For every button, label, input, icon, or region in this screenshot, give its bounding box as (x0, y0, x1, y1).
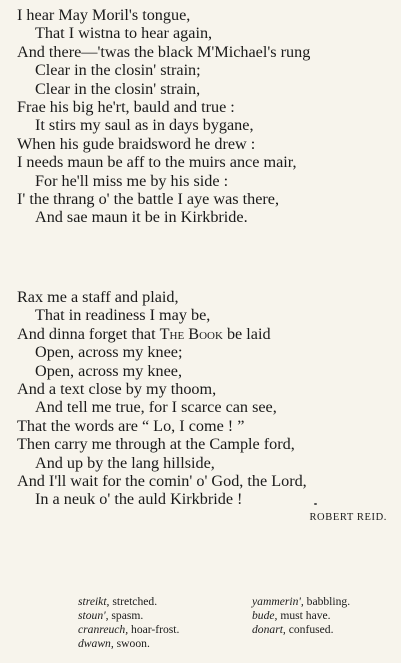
poem-line: Open, across my knee; (35, 343, 183, 362)
glossary-term: stoun', (78, 609, 109, 622)
poem-line: I needs maun be aff to the muirs ance mair, (17, 153, 297, 172)
poem-line: Frae his big he'rt, bauld and true : (17, 97, 235, 116)
poem-line: That the words are “ Lo, I come ! ” (17, 416, 245, 435)
glossary-right (252, 595, 350, 637)
glossary-meaning: stretched. (109, 595, 158, 608)
glossary-term: yammerin', (252, 595, 304, 608)
glossary-item (252, 609, 350, 623)
poem-line: And sae maun it be in Kirkbride. (35, 208, 248, 227)
poem-line: It stirs my saul as in days bygane, (35, 116, 254, 135)
poem-line: Clear in the closin' strain; (35, 61, 201, 80)
poem-line: In a neuk o' the auld Kirkbride ! (35, 490, 243, 509)
poem-line: And there—'twas the black M'Michael's rung (17, 42, 311, 61)
glossary-term: bude, (252, 609, 278, 622)
glossary-item (78, 609, 179, 623)
poem-line: When his gude braidsword he drew : (17, 134, 256, 153)
poem-line: And I'll wait for the comin' o' God, the Lord, (17, 471, 307, 490)
poem-line: Then carry me through at the Cample ford, (17, 435, 295, 454)
poem-line: And tell me true, for I scarce can see, (35, 398, 277, 417)
poem-line: For he'll miss me by his side : (35, 171, 229, 190)
glossary-item (252, 623, 350, 637)
glossary-item (78, 595, 179, 609)
poem-line: I hear May Moril's tongue, (17, 6, 191, 24)
glossary-item (78, 637, 179, 651)
glossary-term: donart, (252, 623, 286, 636)
glossary-meaning: hoar-frost. (128, 623, 180, 636)
author-signature: ROBERT REID. (309, 512, 387, 523)
poem-line: That I wistna to hear again, (35, 24, 213, 43)
poem-line: Clear in the closin' strain, (35, 79, 201, 98)
poem-line: That in readiness I may be, (35, 306, 211, 325)
glossary-item (252, 595, 350, 609)
poem-line: And dinna forget that The Book be laid (17, 324, 271, 343)
glossary-meaning: swoon. (113, 637, 150, 650)
glossary-term: dwawn, (78, 637, 114, 650)
poem-line: I' the thrang o' the battle I aye was there, (17, 189, 280, 208)
ink-speck (314, 503, 317, 505)
glossary-meaning: babbling. (303, 595, 351, 608)
glossary-term: cranreuch, (78, 623, 129, 636)
glossary-meaning: must have. (277, 609, 331, 622)
poem-line: And a text close by my thoom, (17, 379, 217, 398)
stanza-1 (17, 6, 397, 227)
stanza-2 (17, 288, 397, 509)
glossary-meaning: confused. (285, 623, 334, 636)
poem-line: And up by the lang hillside, (35, 453, 215, 472)
glossary-item (78, 623, 179, 637)
glossary-meaning: spasm. (108, 609, 144, 622)
poem-line: Open, across my knee, (35, 361, 182, 380)
glossary-left (78, 595, 179, 651)
poem-line: Rax me a staff and plaid, (17, 288, 179, 306)
book-smallcaps: The Book (159, 324, 223, 343)
glossary-term: streikt, (78, 595, 110, 608)
